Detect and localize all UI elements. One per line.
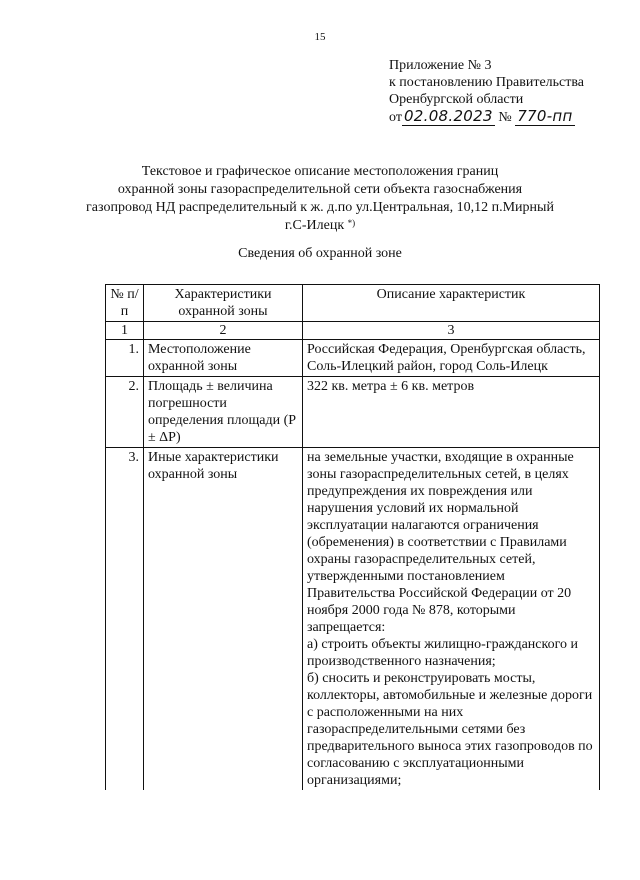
row-characteristic: Иные характеристики охранной зоны (144, 448, 303, 791)
restriction-item-b: б) сносить и реконструировать мосты, коллекторы, автомобильные и железные дороги с расположенными на них газораспределительными сетями без предварительного выноса этих газопроводов по согласованию с эксплуатационными организациями; (307, 671, 593, 788)
row-number: 3. (106, 448, 144, 791)
table-index-row (106, 322, 600, 340)
row-description: 322 кв. метра ± 6 кв. метров (303, 377, 600, 448)
table-row (106, 340, 600, 377)
row-characteristic: Местоположение охранной зоны (144, 340, 303, 377)
index-cell-1: 1 (106, 322, 144, 340)
row-number: 2. (106, 377, 144, 448)
row-description-cell (303, 448, 600, 791)
restriction-item-a: а) строить объекты жилищно-гражданского и производственного назначения; (307, 637, 578, 669)
appendix-date-prefix: от (389, 110, 402, 125)
title-line-3: газопровод НД распределительный к ж. д.по ул.Центральная, 10,12 п.Мирный (86, 200, 554, 215)
row-description: на земельные участки, входящие в охранные зоны газораспределительных сетей, в целях предупреждения их повреждения или нарушения условий их нормальной эксплуатации налагаются ограничения (обременения) в соответствии с Правилами охраны газораспределительных сетей, утвержденными постановлением Правительства Российской Федерации от 20 ноября 2000 года № 878, которыми запрещается: (307, 450, 574, 635)
appendix-date-line (389, 108, 584, 126)
header-number: № п/п (106, 285, 144, 322)
document-title (60, 163, 580, 235)
index-cell-2: 2 (144, 322, 303, 340)
appendix-number: 770-пп (517, 107, 573, 125)
table-header-row (106, 285, 600, 322)
footnote-mark: *) (347, 218, 356, 228)
table-row (106, 448, 600, 791)
appendix-number-sign: № (498, 110, 512, 125)
title-line-4 (60, 217, 580, 235)
header-description: Описание характеристик (303, 285, 600, 322)
page-number: 15 (314, 31, 326, 43)
appendix-line-1: Приложение № 3 (389, 58, 492, 73)
row-description: Российская Федерация, Оренбургская область, Соль-Илецкий район, город Соль-Илецк (303, 340, 600, 377)
zone-info-table (105, 284, 600, 790)
header-characteristics: Характеристики охранной зоны (144, 285, 303, 322)
section-subtitle: Сведения об охранной зоне (238, 246, 402, 261)
title-line-2: охранной зоны газораспределительной сети объекта газоснабжения (117, 182, 523, 197)
appendix-line-2: к постановлению Правительства (389, 75, 585, 90)
index-cell-3: 3 (303, 322, 600, 340)
appendix-line-3: Оренбургской области (389, 92, 524, 107)
title-location: г.С-Илецк (284, 218, 345, 233)
row-characteristic: Площадь ± величина погрешности определения площади (Р ± ΔР) (144, 377, 303, 448)
appendix-block (389, 57, 584, 126)
table-row (106, 377, 600, 448)
title-line-1: Текстовое и графическое описание местоположения границ (141, 164, 499, 179)
appendix-date: 02.08.2023 (403, 107, 493, 125)
row-number: 1. (106, 340, 144, 377)
